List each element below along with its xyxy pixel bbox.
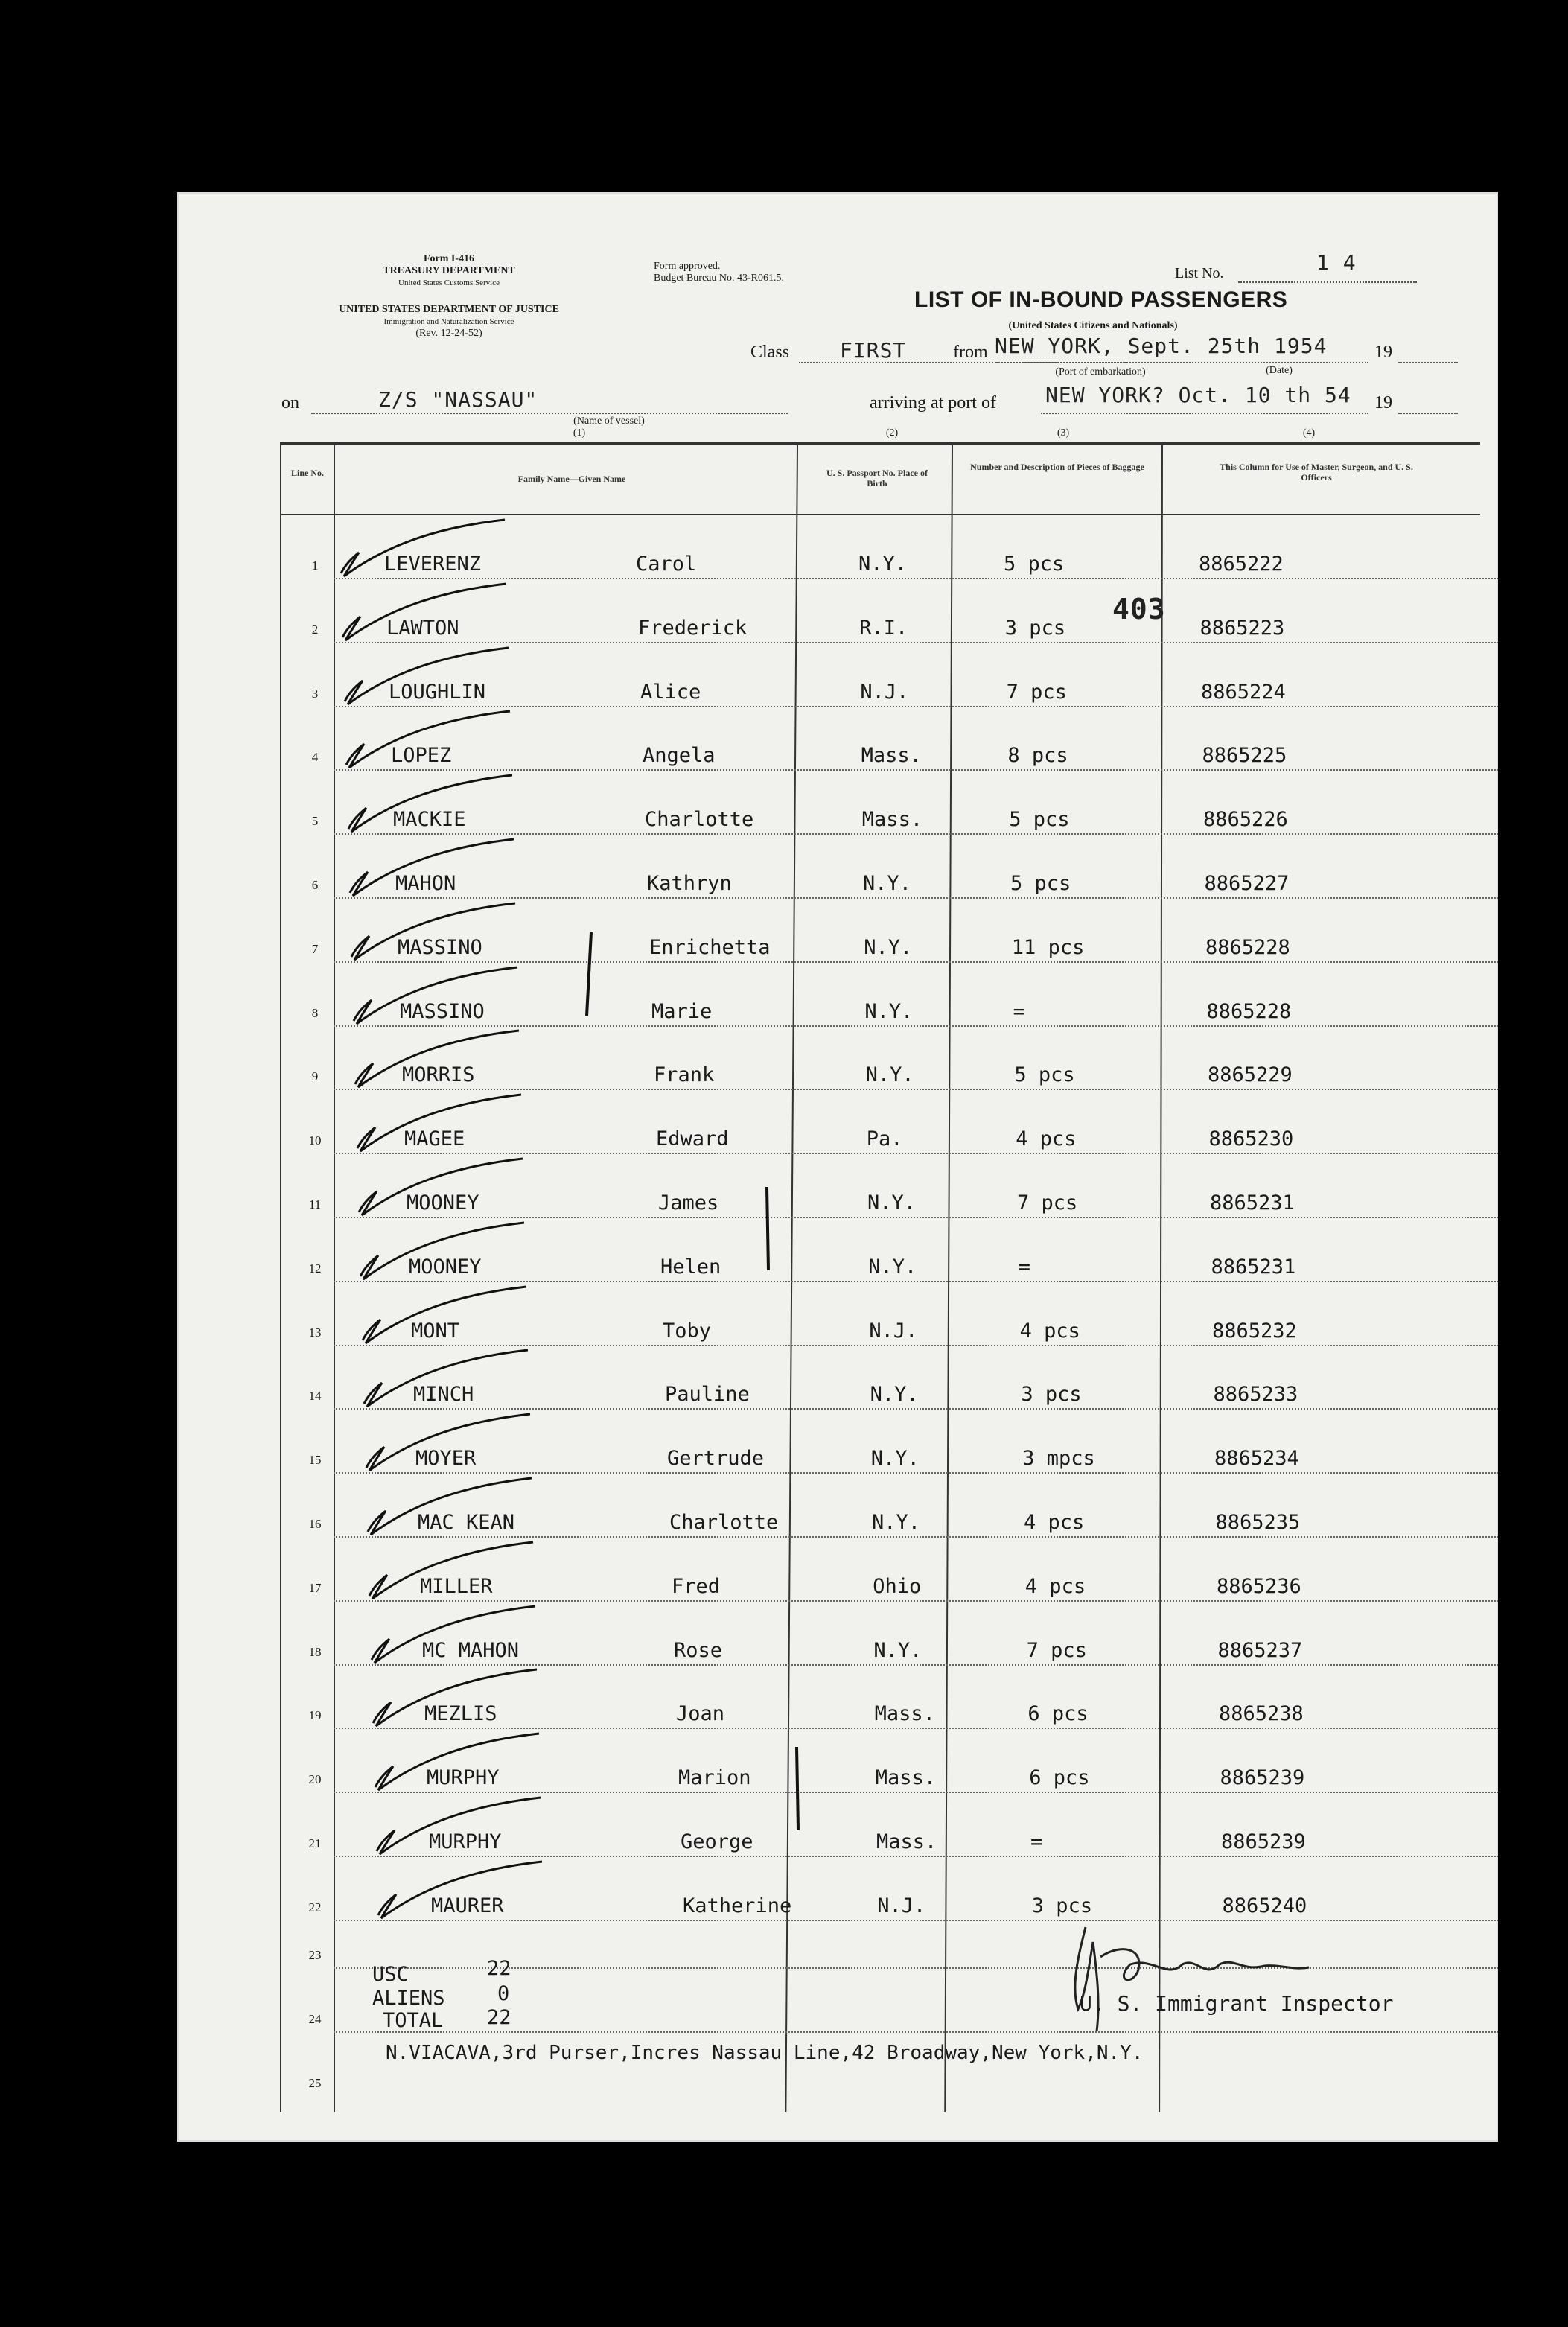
table-row [177, 1034, 1498, 1098]
family-name: MINCH [413, 1383, 474, 1407]
family-name: MAC KEAN [418, 1511, 515, 1534]
place-of-birth: N.J. [860, 680, 909, 704]
family-name: MORRIS [402, 1063, 475, 1087]
check-mark [335, 835, 529, 902]
line-number: 22 [308, 1900, 322, 1914]
family-name: MASSINO [400, 999, 485, 1023]
ins-service: Immigration and Naturalization Service [383, 317, 514, 326]
purser-line: N.VIACAVA,3rd Purser,Incres Nassau Line,42 Broadway,New York,N.Y. [386, 2042, 1144, 2064]
passport-number: 8865228 [1205, 935, 1290, 959]
table-row [177, 1098, 1498, 1162]
given-name: Enrichetta [649, 935, 771, 959]
place-of-birth: N.Y. [873, 1638, 922, 1662]
line-number: 3 [311, 686, 319, 701]
given-name: Helen [660, 1255, 721, 1279]
revision: (Rev. 12-24-52) [415, 328, 482, 339]
place-of-birth: Mass. [875, 1766, 937, 1790]
treasury-dept: TREASURY DEPARTMENT [383, 265, 515, 276]
baggage-count: 7 pcs [1017, 1191, 1078, 1215]
passport-number: 8865226 [1203, 808, 1288, 832]
place-of-birth: N.Y. [870, 1383, 919, 1407]
passport-number: 8865240 [1222, 1894, 1307, 1917]
place-of-birth: Pa. [866, 1127, 903, 1151]
passport-number: 8865231 [1210, 1191, 1295, 1215]
line-number: 10 [308, 1133, 322, 1148]
check-mark [340, 1026, 534, 1093]
arriving-line [1041, 413, 1368, 414]
line-number: 4 [311, 750, 319, 765]
given-name: Frederick [638, 616, 748, 640]
usc-label: USC [372, 1963, 409, 1986]
baggage-count: 4 pcs [1024, 1574, 1086, 1598]
line-number: 17 [308, 1580, 322, 1595]
given-name: Toby [663, 1319, 712, 1343]
given-name: Charlotte [645, 808, 754, 832]
col-num-3: (3) [1057, 427, 1070, 439]
table-row [177, 906, 1498, 970]
table-row [177, 1353, 1498, 1417]
line-number: 18 [308, 1644, 322, 1659]
check-mark [354, 1538, 548, 1605]
passport-number: 8865230 [1208, 1127, 1294, 1151]
family-name: MONT [411, 1319, 460, 1343]
baggage-count: 4 pcs [1024, 1511, 1085, 1534]
table-row [177, 523, 1498, 587]
table-row [177, 651, 1498, 715]
family-name: MACKIE [393, 808, 466, 832]
given-name: Fred [672, 1574, 721, 1598]
line-number: 6 [311, 878, 319, 892]
aliens-label: ALIENS [372, 1987, 445, 2010]
place-of-birth: N.Y. [864, 999, 914, 1023]
check-mark [360, 1729, 554, 1796]
passport-number: 8865225 [1202, 744, 1287, 768]
table-row [177, 1609, 1498, 1673]
col-header-name: Family Name—Given Name [517, 474, 626, 484]
place-of-birth: Mass. [861, 808, 923, 832]
year-label-2: 19 [1374, 393, 1392, 413]
list-no-line [1238, 281, 1417, 283]
baggage-count: 5 pcs [1010, 872, 1071, 895]
total-count: 22 [487, 2006, 511, 2029]
line-number: 13 [308, 1325, 322, 1340]
place-of-birth: N.Y. [867, 1191, 917, 1215]
line-number: 19 [308, 1708, 322, 1723]
customs-service: United States Customs Service [398, 278, 500, 287]
date-caption: (Date) [1266, 365, 1293, 376]
given-name: Marie [651, 999, 713, 1023]
baggage-count: 4 pcs [1019, 1319, 1080, 1343]
baggage-count: 7 pcs [1026, 1638, 1087, 1662]
check-mark [337, 899, 530, 966]
table-row [177, 842, 1498, 906]
baggage-count: 3 pcs [1004, 616, 1066, 640]
check-mark [362, 1793, 555, 1860]
budget-bureau: Budget Bureau No. 43-R061.5. [654, 273, 784, 284]
place-of-birth: N.Y. [858, 553, 908, 576]
place-of-birth: Mass. [861, 744, 922, 768]
passport-number: 8865234 [1214, 1447, 1299, 1471]
table-row [177, 1226, 1498, 1290]
family-name: MAGEE [404, 1127, 465, 1151]
baggage-count: 4 pcs [1016, 1127, 1077, 1151]
given-name: Pauline [665, 1383, 750, 1407]
passport-number: 8865231 [1211, 1255, 1296, 1279]
place-of-birth: N.Y. [865, 1063, 914, 1087]
place-of-birth: N.Y. [868, 1255, 917, 1279]
inspector-signature [1056, 1912, 1324, 2046]
justice-dept: UNITED STATES DEPARTMENT OF JUSTICE [339, 304, 559, 315]
passport-number: 8865229 [1208, 1063, 1293, 1087]
table-row [177, 1290, 1498, 1354]
given-name: Joan [676, 1702, 725, 1726]
check-mark [357, 1602, 550, 1669]
place-of-birth: Ohio [873, 1574, 922, 1598]
document-title: LIST OF IN-BOUND PASSENGERS [914, 287, 1288, 312]
table-row [177, 1801, 1498, 1865]
vessel-name: Z/S "NASSAU" [378, 387, 538, 412]
family-name: MEZLIS [424, 1702, 497, 1726]
family-name: MOYER [415, 1447, 477, 1471]
baggage-count: 5 pcs [1009, 808, 1070, 832]
given-name: Edward [656, 1127, 729, 1151]
stamp-number: 403 [1112, 593, 1166, 625]
passport-number: 8865223 [1199, 616, 1285, 640]
given-name: Angela [643, 744, 716, 768]
family-name: MILLER [420, 1574, 493, 1598]
line-number: 14 [308, 1389, 322, 1404]
given-name: Rose [674, 1638, 723, 1662]
table-row [177, 970, 1498, 1034]
check-mark [326, 515, 520, 582]
from-line [996, 362, 1368, 363]
check-mark [345, 1218, 539, 1285]
family-name: MAHON [395, 872, 456, 895]
place-of-birth: Mass. [874, 1702, 935, 1726]
baggage-count: 11 pcs [1011, 935, 1085, 959]
line-number: 12 [308, 1261, 322, 1276]
baggage-count: 3 pcs [1031, 1894, 1093, 1917]
check-mark [351, 1410, 545, 1477]
manifest-page [177, 192, 1498, 2142]
given-name: Kathryn [647, 872, 732, 895]
vessel-caption: (Name of vessel) [573, 416, 645, 427]
line-number: 16 [308, 1517, 322, 1531]
check-mark [328, 579, 521, 646]
given-name: Carol [636, 553, 697, 576]
family-name: LOPEZ [391, 744, 452, 768]
list-number: 1 4 [1316, 250, 1357, 275]
check-mark [331, 707, 525, 774]
group-bracket [786, 1744, 809, 1833]
baggage-count: 5 pcs [1004, 553, 1065, 576]
baggage-count: 6 pcs [1029, 1766, 1090, 1790]
passport-number: 8865235 [1215, 1511, 1301, 1534]
col-header-officers: This Column for Use of Master, Surgeon, and U. S. Officers [1220, 462, 1413, 483]
passport-number: 8865222 [1199, 553, 1284, 576]
family-name: MURPHY [427, 1766, 500, 1790]
form-number: Form I-416 [423, 253, 475, 264]
family-name: MC MAHON [422, 1638, 520, 1662]
port-embarkation-caption: (Port of embarkation) [1055, 366, 1146, 378]
check-mark [358, 1665, 552, 1732]
baggage-count: 6 pcs [1027, 1702, 1089, 1726]
from-value: NEW YORK, Sept. 25th 1954 [995, 334, 1328, 358]
arriving-value: NEW YORK? Oct. 10 th 54 [1045, 383, 1351, 407]
col-header-baggage: Number and Description of Pieces of Baggage [970, 462, 1144, 472]
baggage-count: = [1030, 1830, 1043, 1853]
check-mark [334, 771, 527, 838]
family-name: LOUGHLIN [389, 680, 486, 704]
table-row [177, 1737, 1498, 1801]
line-number: 25 [308, 2076, 322, 2090]
usc-count: 22 [487, 1957, 511, 1980]
baggage-count: 3 mpcs [1022, 1447, 1095, 1471]
check-mark [342, 1090, 536, 1157]
check-mark [349, 1346, 543, 1413]
col-num-1: (1) [573, 427, 586, 439]
baggage-count: 3 pcs [1021, 1383, 1082, 1407]
place-of-birth: Mass. [876, 1830, 937, 1853]
col-num-2: (2) [885, 427, 899, 439]
family-name: MOONEY [409, 1255, 482, 1279]
from-label: from [953, 343, 988, 362]
list-label: List No. [1175, 265, 1224, 281]
line-number: 23 [308, 1948, 322, 1962]
table-row [177, 1417, 1498, 1481]
given-name: Marion [678, 1766, 751, 1790]
family-name: LEVERENZ [384, 553, 482, 576]
group-bracket [579, 929, 602, 1019]
line-number: 24 [308, 2012, 322, 2026]
given-name: Frank [654, 1063, 715, 1087]
baggage-count: = [1018, 1255, 1031, 1279]
place-of-birth: N.Y. [872, 1511, 921, 1534]
passport-number: 8865239 [1220, 1766, 1305, 1790]
baggage-count: 7 pcs [1006, 680, 1067, 704]
line-number: 15 [308, 1453, 322, 1468]
place-of-birth: R.I. [859, 616, 908, 640]
place-of-birth: N.Y. [863, 872, 912, 895]
check-mark [339, 963, 532, 1030]
passport-number: 8865239 [1221, 1830, 1306, 1853]
on-label: on [281, 393, 299, 413]
year-line-2 [1398, 413, 1458, 414]
check-mark [344, 1154, 538, 1221]
passport-number: 8865236 [1217, 1574, 1301, 1598]
place-of-birth: N.J. [869, 1319, 918, 1343]
table-row [177, 1481, 1498, 1545]
line-number: 2 [311, 622, 319, 637]
group-bracket [756, 1184, 779, 1273]
place-of-birth: N.Y. [870, 1447, 920, 1471]
given-name: James [658, 1191, 719, 1215]
year-label-1: 19 [1374, 343, 1392, 362]
line-number: 8 [311, 1005, 319, 1020]
family-name: MURPHY [429, 1830, 502, 1853]
col-header-line-no: Line No. [290, 468, 324, 478]
table-row [177, 1545, 1498, 1609]
form-approved: Form approved. [654, 261, 721, 272]
check-mark [353, 1474, 546, 1541]
line-number: 7 [311, 941, 319, 956]
table-row [177, 778, 1498, 842]
class-label: Class [750, 343, 790, 362]
family-name: MOONEY [407, 1191, 479, 1215]
passport-number: 8865227 [1204, 872, 1290, 895]
aliens-count: 0 [497, 1982, 510, 2005]
line-number: 21 [308, 1836, 322, 1850]
table-row [177, 714, 1498, 778]
arriving-label: arriving at port of [870, 393, 996, 413]
passport-number: 8865224 [1201, 680, 1286, 704]
line-number: 9 [311, 1069, 319, 1084]
table-row [177, 587, 1498, 651]
inspector-title: U. S. Immigrant Inspector [1080, 1991, 1394, 2016]
vessel-line [311, 413, 788, 414]
year-line-1 [1398, 362, 1458, 363]
baggage-count: 5 pcs [1014, 1063, 1075, 1087]
passport-number: 8865228 [1206, 999, 1292, 1023]
passport-number: 8865237 [1217, 1638, 1303, 1662]
given-name: Katherine [683, 1894, 792, 1917]
passport-number: 8865232 [1212, 1319, 1297, 1343]
table-row [177, 1162, 1498, 1226]
place-of-birth: N.Y. [864, 935, 913, 959]
check-mark [348, 1282, 541, 1349]
line-number: 11 [308, 1197, 322, 1212]
passport-number: 8865238 [1219, 1702, 1304, 1726]
col-num-4: (4) [1302, 427, 1316, 439]
total-label: TOTAL [383, 2009, 444, 2032]
table-row [177, 1672, 1498, 1737]
passport-number: 8865233 [1213, 1383, 1298, 1407]
class-value: FIRST [840, 338, 907, 363]
line-number: 5 [311, 814, 319, 829]
baggage-count: = [1013, 999, 1025, 1023]
place-of-birth: N.J. [877, 1894, 926, 1917]
family-name: MAURER [431, 1894, 504, 1917]
col-header-passport: U. S. Passport No. Place of Birth [826, 468, 928, 488]
given-name: George [681, 1830, 753, 1853]
table-top-border [280, 442, 1480, 445]
line-number: 1 [311, 558, 319, 573]
line-number: 20 [308, 1772, 322, 1787]
given-name: Alice [640, 680, 701, 704]
family-name: MASSINO [398, 935, 482, 959]
baggage-count: 8 pcs [1007, 744, 1068, 768]
given-name: Charlotte [669, 1511, 779, 1534]
check-mark [330, 643, 523, 710]
document-subtitle: (United States Citizens and Nationals) [1008, 320, 1178, 331]
given-name: Gertrude [667, 1447, 765, 1471]
family-name: LAWTON [386, 616, 459, 640]
